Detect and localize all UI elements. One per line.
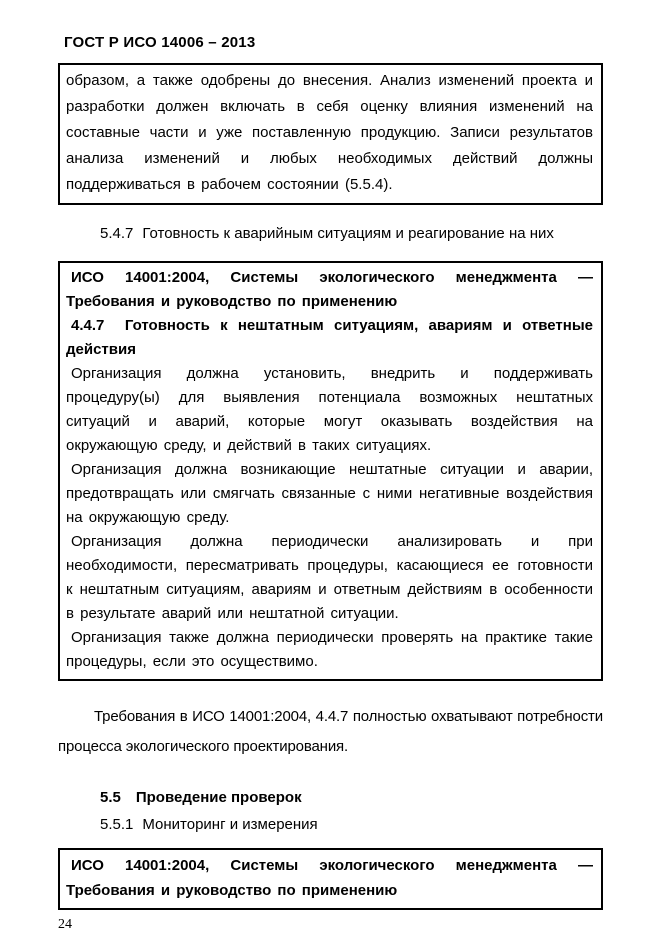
iso-box-subheading-title: Готовность к нештатным ситуациям, авариям и ответные действия <box>66 317 593 358</box>
section-number: 5.5 <box>100 789 121 806</box>
iso-14001-quote-box-bottom <box>58 848 603 910</box>
iso-box-subheading <box>66 314 593 362</box>
iso-14001-quote-box <box>58 261 603 681</box>
iso-box-paragraph: Организация также должна периодически проверять на практике такие процедуры, если это осуществимо. <box>66 629 593 670</box>
iso-box-heading: ИСО 14001:2004, Системы экологического менеджмента — Требования и руководство по применению <box>66 269 593 310</box>
section-title: Мониторинг и измерения <box>142 816 318 833</box>
section-heading-5-4-7 <box>100 224 603 244</box>
section-heading-5-5 <box>100 788 603 808</box>
section-title: Проведение проверок <box>135 789 302 806</box>
iso-box-heading: ИСО 14001:2004, Системы экологического менеджмента — Требования и руководство по применению <box>66 857 593 899</box>
iso-box-subheading-number: 4.4.7 <box>71 317 105 334</box>
requirements-paragraph: Требования в ИСО 14001:2004, 4.4.7 полностью охватывают потребности процесса экологического проектирования. <box>58 708 603 755</box>
iso-box-paragraph: Организация должна периодически анализировать и при необходимости, пересматривать процедуры, касающиеся ее готовности к нештатным ситуациям, авариям и ответным действиям в особенности в результате аварий или нештатной ситуации. <box>66 533 593 622</box>
section-title: Готовность к аварийным ситуациям и реагирование на них <box>142 225 554 242</box>
section-number: 5.4.7 <box>100 225 134 242</box>
page-number: 24 <box>58 917 72 932</box>
document-header: ГОСТ Р ИСО 14006 – 2013 <box>64 34 256 51</box>
iso-box-paragraph: Организация должна возникающие нештатные ситуации и аварии, предотвращать или смягчать связанные с ними негативные воздействия на окружающую среду. <box>66 461 593 526</box>
section-heading-5-5-1 <box>100 815 603 835</box>
iso-box-paragraph: Организация должна установить, внедрить и поддерживать процедуру(ы) для выявления потенциала возможных нештатных ситуаций и аварий, которые могут оказывать воздействия на окружающую среду, и действий в таких ситуациях. <box>66 365 593 454</box>
continuation-paragraph: образом, а также одобрены до внесения. Анализ изменений проекта и разработки должен включать в себя оценку влияния изменений на составные части и уже поставленную продукцию. Записи результатов анализа изменений и любых необходимых действий должны поддерживаться в рабочем состоянии (5.5.4). <box>66 72 593 193</box>
section-number: 5.5.1 <box>100 816 134 833</box>
continuation-text-box <box>58 63 603 205</box>
